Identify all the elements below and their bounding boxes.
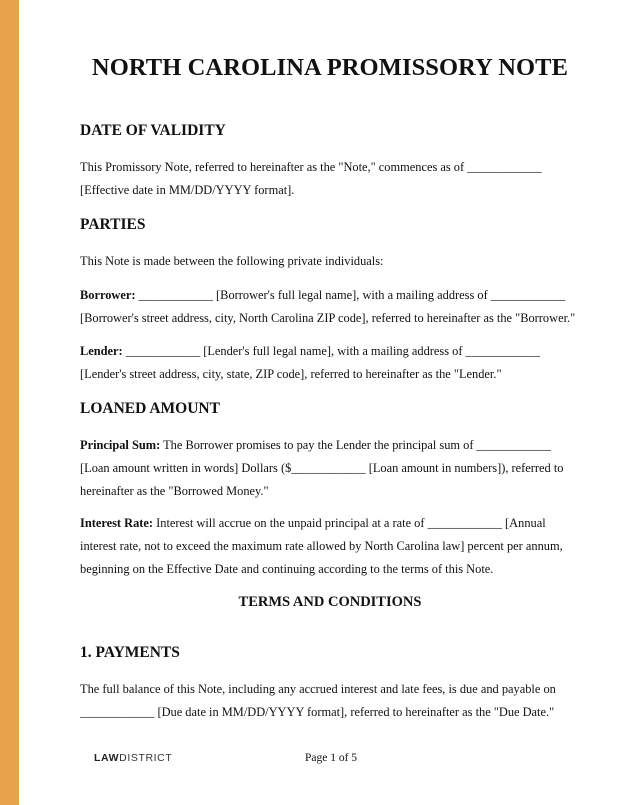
principal-label: Principal Sum: — [80, 438, 161, 452]
interest-text: Interest will accrue on the unpaid principal at a rate of ____________ [Annual interest rate, not to exceed the maximum rate allowed by North Carolina law] percent per annum, beginning on the Effective Date and continuing according to the terms of this Note. — [80, 516, 563, 576]
payments-paragraph: The full balance of this Note, including any accrued interest and late fees, is due and payable on ____________ [Due date in MM/DD/YYYY format], referred to hereinafter as the "Due Date." — [80, 682, 556, 719]
interest-label: Interest Rate: — [80, 516, 154, 530]
validity-paragraph: This Promissory Note, referred to hereinafter as the "Note," commences as of ____________ [Effective date in MM/DD/YYYY format]. — [80, 160, 542, 197]
accent-side-bar — [0, 0, 19, 805]
lender-text: ____________ [Lender's full legal name], with a mailing address of ____________ [Lender's street address, city, state, ZIP code], referred to hereinafter as the "Lender." — [80, 344, 540, 381]
heading-parties: PARTIES — [80, 216, 146, 233]
lawdistrict-logo: LAWDISTRICT — [94, 752, 173, 764]
parties-intro: This Note is made between the following private individuals: — [80, 254, 384, 268]
borrower-text: ____________ [Borrower's full legal name], with a mailing address of ____________ [Borrower's street address, city, North Carolina ZIP code], referred to hereinafter as the "Borrower." — [80, 288, 576, 325]
heading-payments: 1. PAYMENTS — [80, 644, 180, 661]
principal-paragraph — [80, 434, 580, 503]
document-title: NORTH CAROLINA PROMISSORY NOTE — [91, 54, 569, 81]
page-number: Page 1 of 5 — [305, 752, 358, 764]
heading-terms-and-conditions: TERMS AND CONDITIONS — [238, 594, 422, 610]
principal-text: The Borrower promises to pay the Lender the principal sum of ____________ [Loan amount written in words] Dollars ($____________ [Loan amount in numbers]), referred to hereinafter as the "Borrowed Money." — [80, 438, 564, 498]
lender-paragraph — [80, 340, 580, 386]
borrower-paragraph — [80, 284, 580, 330]
lender-label: Lender: — [80, 344, 123, 358]
heading-date-of-validity: DATE OF VALIDITY — [80, 122, 226, 139]
borrower-label: Borrower: — [80, 288, 136, 302]
interest-paragraph — [80, 512, 580, 581]
heading-loaned-amount: LOANED AMOUNT — [80, 400, 220, 417]
